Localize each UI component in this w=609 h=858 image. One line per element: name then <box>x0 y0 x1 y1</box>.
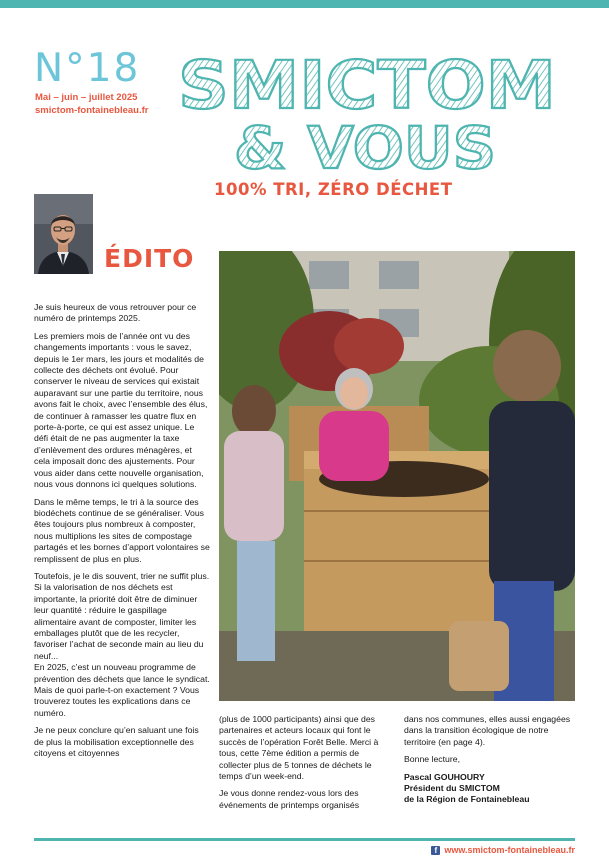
edito-closing: Bonne lecture, <box>404 754 461 765</box>
edito-paragraph: dans nos communes, elles aussi engagées dans la transition écologique de notre territoire (en page 4). <box>404 714 571 747</box>
brand-line-2: & VOUS <box>234 114 496 182</box>
signature-organization: de la Région de Fontainebleau <box>404 794 530 805</box>
issue-website[interactable]: smictom-fontainebleau.fr <box>35 105 149 116</box>
edito-paragraph: En 2025, c’est un nouveau programme de prévention des déchets que lance le syndicat. Mais de quoi parle-t-on exactement ? Vous trouverez toutes les explications dans ce numéro. <box>34 662 210 718</box>
top-color-bar <box>0 0 609 8</box>
signature-role: Président du SMICTOM <box>404 783 500 794</box>
footer-divider <box>34 838 575 841</box>
edito-column-3 <box>404 714 576 806</box>
edito-paragraph: Je ne peux conclure qu’en saluant une fois de plus la mobilisation exceptionnelle des citoyens et citoyennes <box>34 725 199 759</box>
edito-paragraph: Je vous donne rendez-vous lors des événements de printemps organisés <box>219 788 360 810</box>
compost-photo <box>219 251 575 701</box>
edito-paragraph: (plus de 1000 participants) ainsi que des partenaires et acteurs locaux qui font le succès de l’opération Forêt Belle. Merci à tous, cette 7ème édition a permis de collecter plus de 5 tonnes de déchets le temps d’un week-end. <box>219 714 379 782</box>
issue-number: N°18 <box>34 46 141 91</box>
edito-paragraph: Toutefois, je le dis souvent, trier ne suffit plus. Si la valorisation de nos déchets est importante, la priorité doit être de diminuer leur quantité : réduire le gaspillage alimentaire avant de composter, limiter les emballages plutôt que de les recycler, favoriser l’achat de seconde main au lieu du neuf... <box>34 570 210 661</box>
footer-website-link[interactable] <box>431 845 575 855</box>
brand-line-1: SMICTOM <box>178 47 556 124</box>
signature-name: Pascal GOUHOURY <box>404 771 485 782</box>
edito-title: ÉDITO <box>104 244 195 273</box>
author-portrait <box>34 194 93 274</box>
issue-period: Mai – juin – juillet 2025 <box>35 92 138 103</box>
edito-paragraph: Les premiers mois de l’année ont vu des changements importants : vous le savez, depuis le 1er mars, les jours et modalités de collecte des déchets ont évolué. Pour conserver le niveau de services qui existait auparavant sur une partie du territoire, nous avons fait le choix, avec l’ensemble des élus, de continuer à ramasser les quatre flux en porte-à-porte, ce qui est assez unique. Le défi était de ne pas augmenter la taxe d’enlèvement des ordures ménagères, et cela imposait donc des ajustements. Pour vous aider dans cette nouvelle organisation, nous vous donnons ici quelques solutions. <box>34 330 208 490</box>
facebook-icon[interactable]: f <box>431 846 440 855</box>
edito-paragraph: Je suis heureux de vous retrouver pour ce numéro de printemps 2025. <box>34 302 197 324</box>
footer-website-text[interactable]: www.smictom-fontainebleau.fr <box>444 845 575 855</box>
edito-paragraph: Dans le même temps, le tri à la source des biodéchets continue de se généraliser. Vous êtes toujours plus nombreux à composter, nous multiplions les sites de compostage partagés et les bornes d’apport volontaires se remplissent de plus en plus. <box>34 496 210 564</box>
edito-column-2 <box>219 714 391 817</box>
edito-column-1 <box>34 302 210 765</box>
tagline: 100% TRI, ZÉRO DÉCHET <box>214 180 453 199</box>
